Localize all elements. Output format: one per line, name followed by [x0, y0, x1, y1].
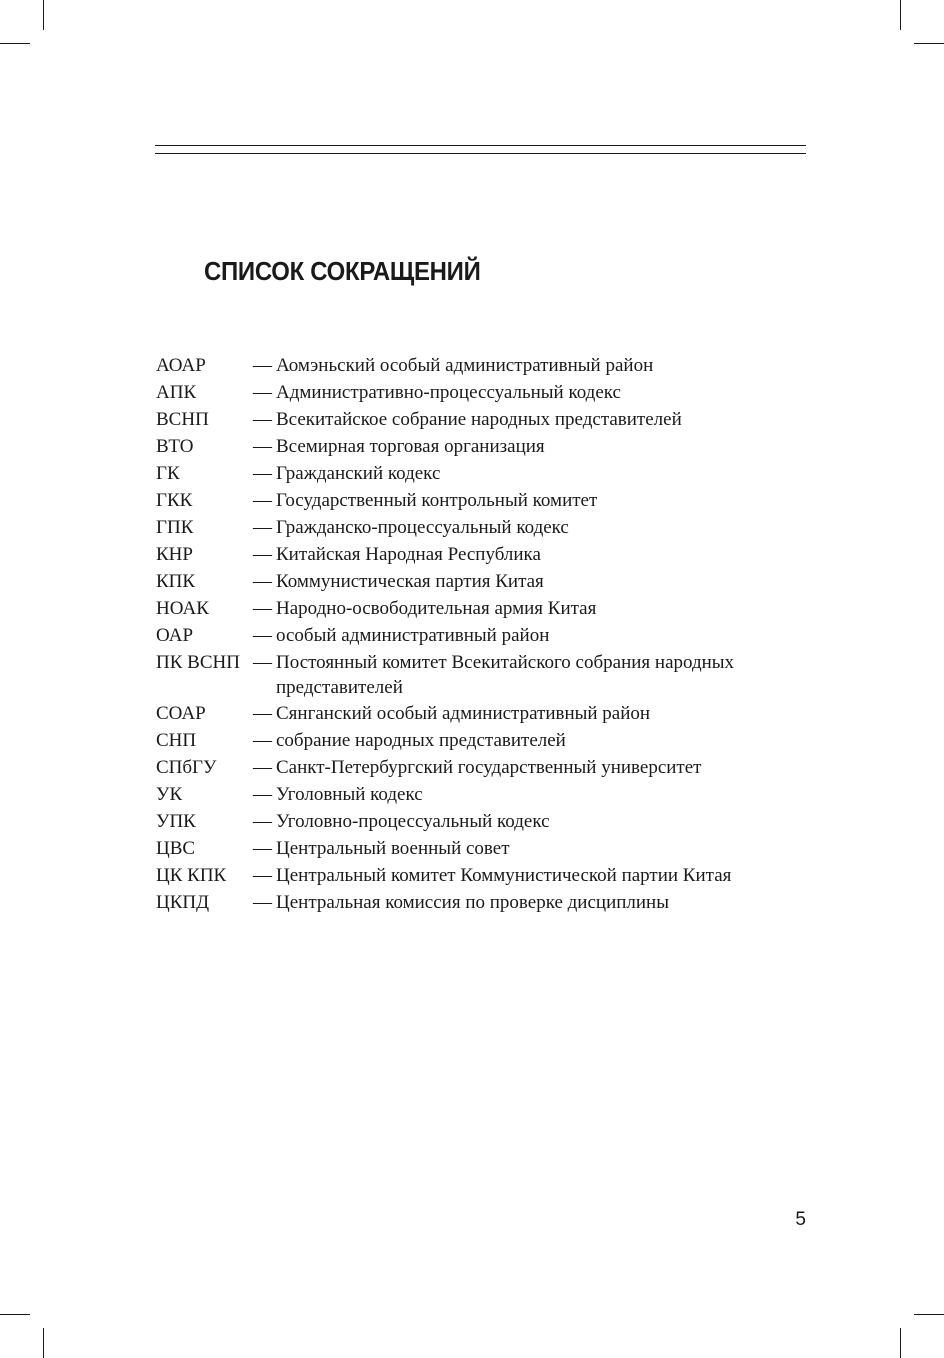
crop-mark-bottom-right-v [900, 1328, 901, 1358]
em-dash: — [253, 436, 272, 457]
em-dash: — [253, 811, 272, 832]
abbreviation-definition: Коммунистическая партия Китая [276, 571, 544, 592]
abbreviation-definition: особый административный район [276, 625, 550, 646]
list-item [156, 862, 806, 889]
em-dash: — [253, 409, 272, 430]
list-item [156, 514, 806, 541]
list-item [156, 754, 806, 781]
em-dash: — [253, 355, 272, 376]
em-dash: — [253, 517, 272, 538]
abbreviation-definition: Уголовный кодекс [276, 784, 423, 805]
list-item [156, 835, 806, 862]
abbreviation-list [156, 352, 806, 916]
abbreviation-definition: Государственный контрольный комитет [276, 490, 598, 511]
abbreviation-term: КНР [156, 544, 193, 565]
abbreviation-definition: Аомэньский особый административный район [276, 355, 654, 376]
list-item [156, 460, 806, 487]
abbreviation-term: ПК ВСНП [156, 652, 240, 673]
abbreviation-definition: Гражданско-процессуальный кодекс [276, 517, 569, 538]
abbreviation-definition: Народно-освободительная армия Китая [276, 598, 597, 619]
abbreviation-definition: Санкт-Петербургский государственный университет [276, 757, 702, 778]
abbreviation-definition: Уголовно-процессуальный кодекс [276, 811, 550, 832]
list-item [156, 568, 806, 595]
abbreviation-definition: Административно-процессуальный кодекс [276, 382, 621, 403]
em-dash: — [253, 490, 272, 511]
list-item [156, 406, 806, 433]
abbreviation-term: СПбГУ [156, 757, 217, 778]
abbreviation-term: АПК [156, 382, 197, 403]
list-item [156, 352, 806, 379]
crop-mark-bottom-right-h [914, 1314, 944, 1315]
list-item [156, 487, 806, 514]
list-item [156, 889, 806, 916]
list-item [156, 727, 806, 754]
em-dash: — [253, 544, 272, 565]
abbreviation-term: ЦК КПК [156, 865, 227, 886]
page-title: СПИСОК СОКРАЩЕНИЙ [204, 256, 481, 286]
abbreviation-term: СОАР [156, 703, 206, 724]
list-item [156, 649, 806, 700]
em-dash: — [253, 382, 272, 403]
abbreviation-definition: Центральный военный совет [276, 838, 510, 859]
abbreviation-definition: Сянганский особый административный район [276, 703, 651, 724]
abbreviation-definition: Постоянный комитет Всекитайского собрания народных представителей [276, 652, 735, 698]
list-item [156, 595, 806, 622]
abbreviation-definition: Центральный комитет Коммунистической партии Китая [276, 865, 732, 886]
em-dash: — [253, 703, 272, 724]
header-rule-bottom [155, 153, 806, 154]
abbreviation-term: АОАР [156, 355, 206, 376]
crop-mark-top-right-v [900, 0, 901, 30]
abbreviation-term: ЦВС [156, 838, 196, 859]
header-rule-top [155, 145, 806, 146]
list-item [156, 433, 806, 460]
crop-mark-top-right-h [914, 43, 944, 44]
em-dash: — [253, 571, 272, 592]
list-item [156, 700, 806, 727]
em-dash: — [253, 625, 272, 646]
abbreviation-definition: Всемирная торговая организация [276, 436, 545, 457]
list-item [156, 379, 806, 406]
abbreviation-term: КПК [156, 571, 196, 592]
crop-mark-top-left-h [0, 43, 30, 44]
abbreviation-term: УПК [156, 811, 196, 832]
crop-mark-top-left-v [43, 0, 44, 30]
abbreviation-term: ОАР [156, 625, 194, 646]
crop-mark-bottom-left-v [43, 1328, 44, 1358]
list-item [156, 808, 806, 835]
page-number: 5 [795, 1209, 806, 1230]
abbreviation-definition: собрание народных представителей [276, 730, 566, 751]
em-dash: — [253, 598, 272, 619]
abbreviation-term: ГК [156, 463, 180, 484]
em-dash: — [253, 892, 272, 913]
abbreviation-term: ЦКПД [156, 892, 210, 913]
crop-mark-bottom-left-h [0, 1314, 30, 1315]
em-dash: — [253, 865, 272, 886]
abbreviation-definition: Гражданский кодекс [276, 463, 441, 484]
em-dash: — [253, 463, 272, 484]
abbreviation-definition: Всекитайское собрание народных представителей [276, 409, 682, 430]
abbreviation-term: НОАК [156, 598, 209, 619]
abbreviation-definition: Центральная комиссия по проверке дисциплины [276, 892, 669, 913]
em-dash: — [253, 652, 272, 673]
abbreviation-term: ВСНП [156, 409, 209, 430]
list-item [156, 622, 806, 649]
list-item [156, 541, 806, 568]
em-dash: — [253, 730, 272, 751]
abbreviation-term: ВТО [156, 436, 194, 457]
em-dash: — [253, 838, 272, 859]
abbreviation-term: УК [156, 784, 183, 805]
abbreviation-term: ГКК [156, 490, 193, 511]
list-item [156, 781, 806, 808]
abbreviation-definition: Китайская Народная Республика [276, 544, 541, 565]
abbreviation-term: СНП [156, 730, 197, 751]
em-dash: — [253, 784, 272, 805]
abbreviation-term: ГПК [156, 517, 194, 538]
em-dash: — [253, 757, 272, 778]
